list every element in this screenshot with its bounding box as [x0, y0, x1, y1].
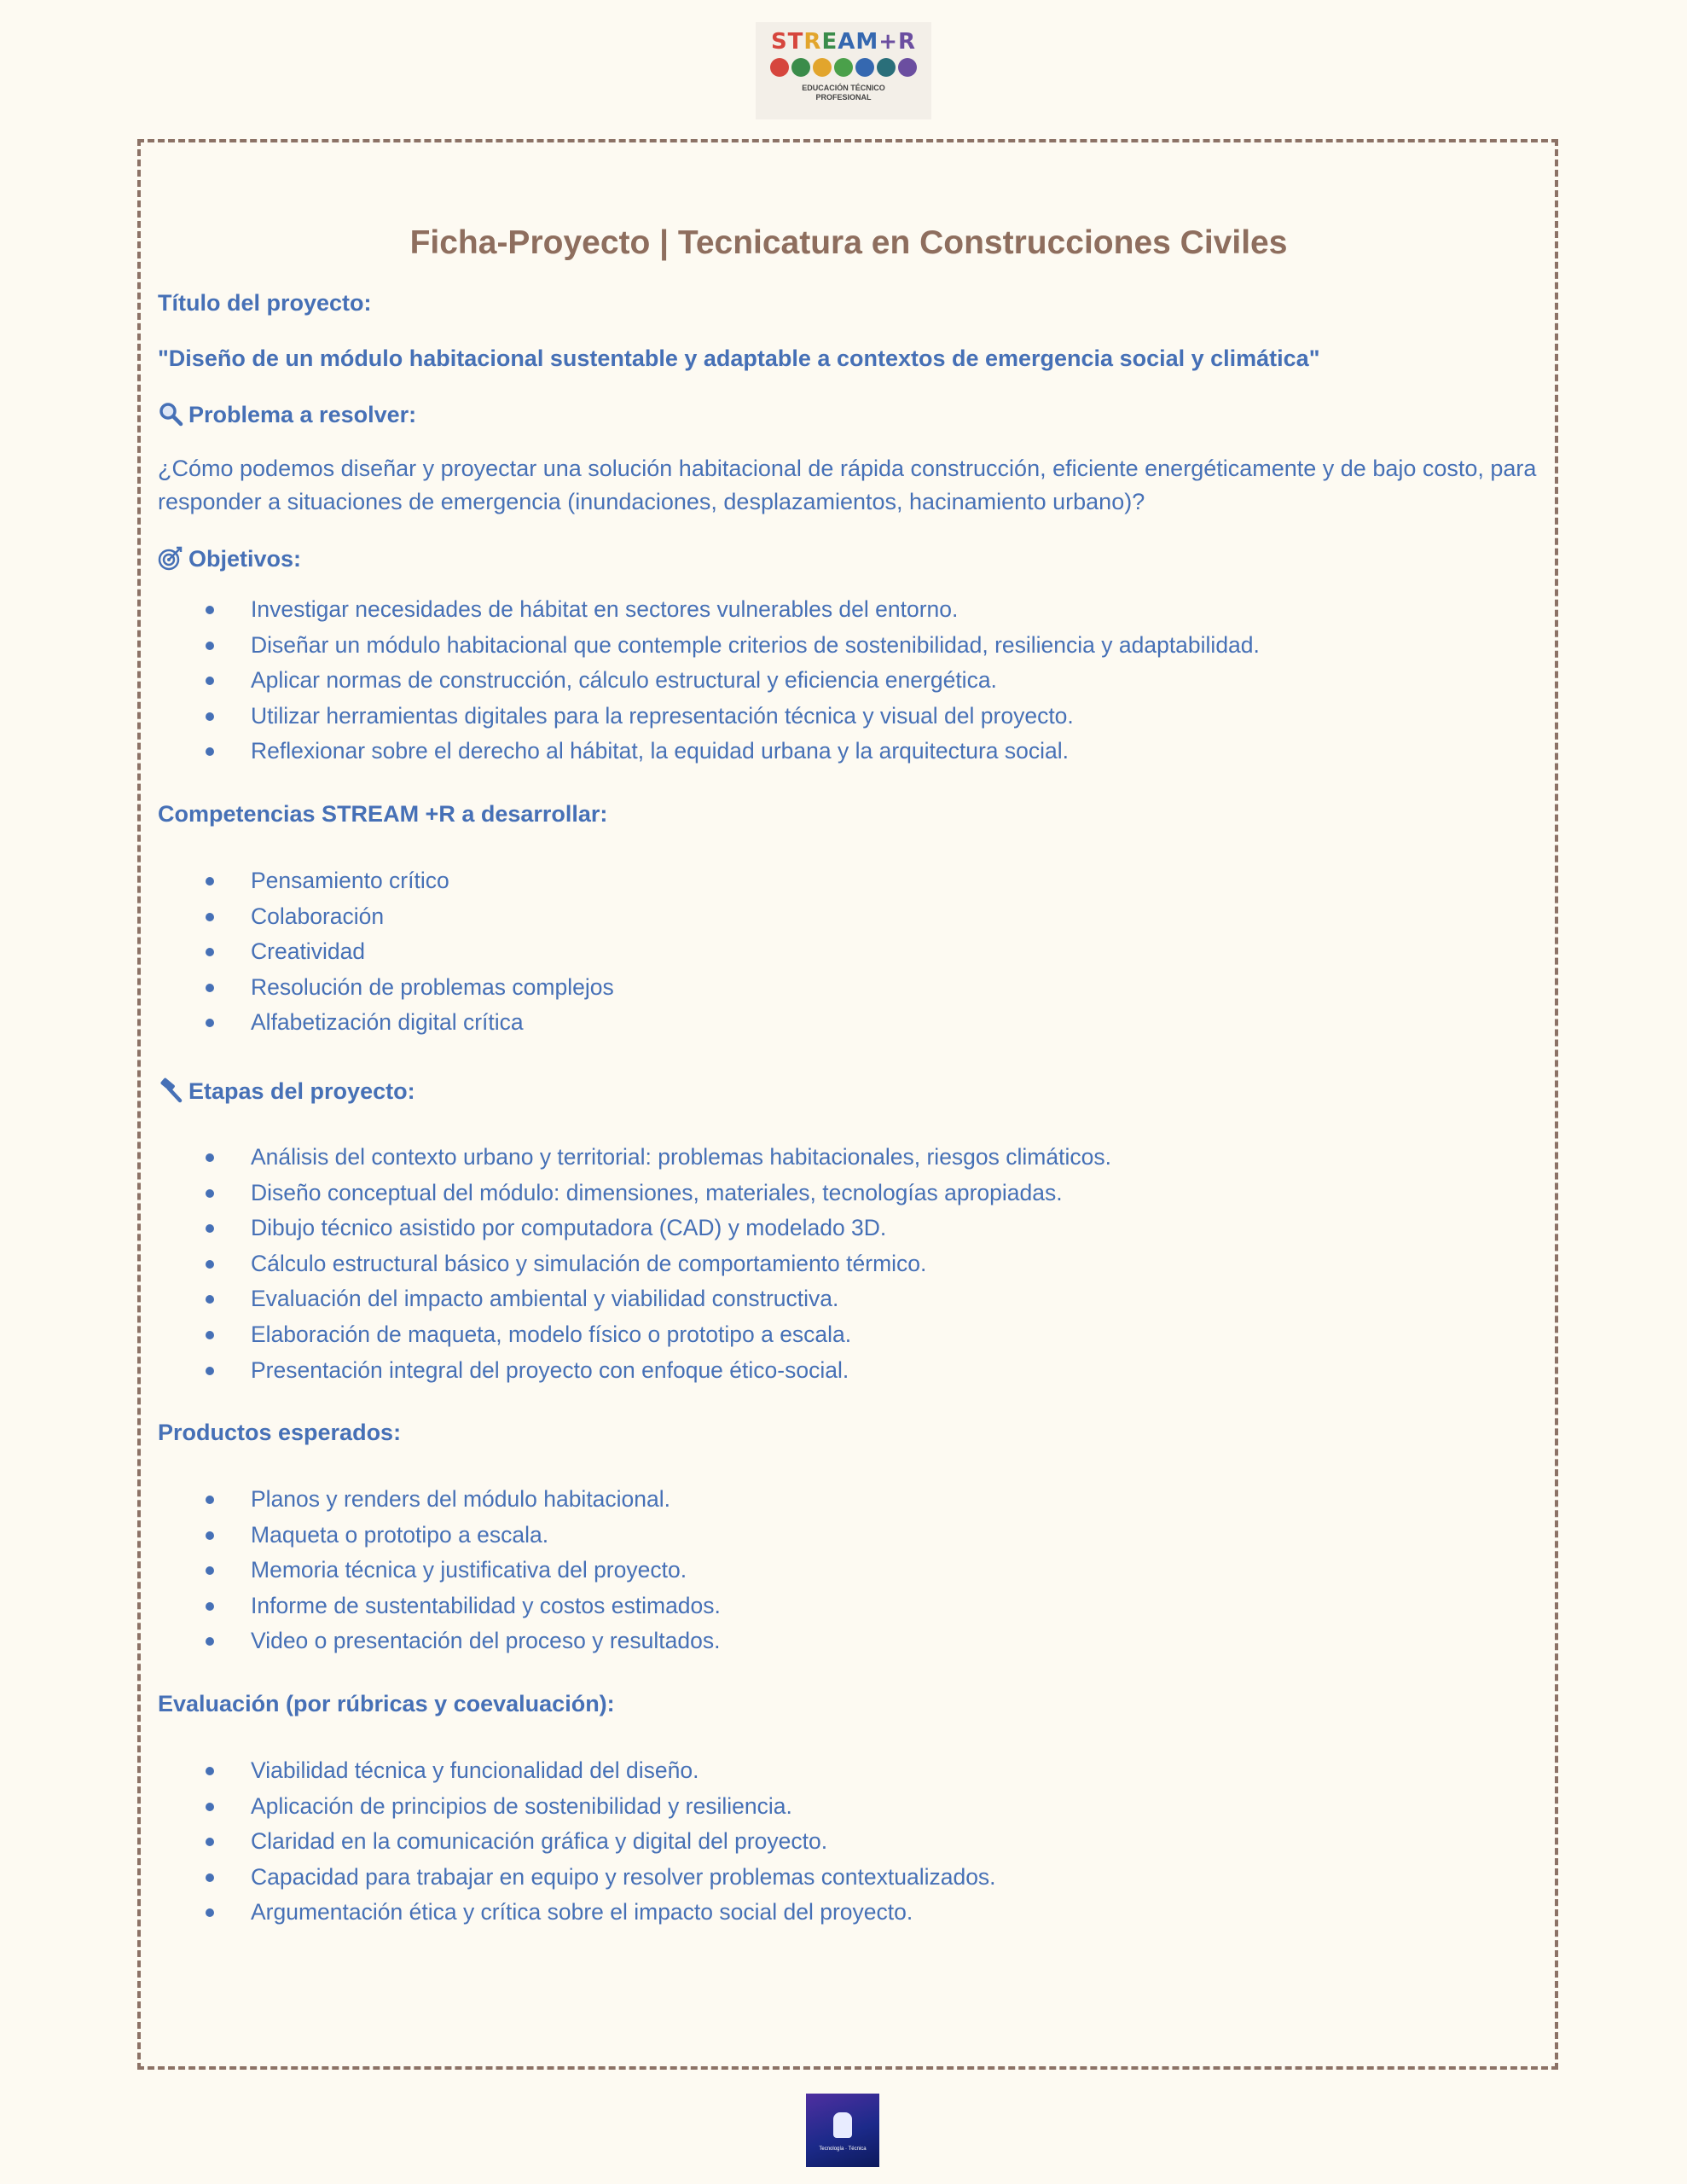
- list-item: Evaluación del impacto ambiental y viabilidad constructiva.: [158, 1281, 1539, 1317]
- logo-category-icon: [877, 58, 896, 77]
- products-list: [158, 1482, 1539, 1659]
- stages-list: [158, 1140, 1539, 1388]
- problem-text: ¿Cómo podemos diseñar y proyectar una solución habitacional de rápida construcción, eficiente energéticamente y de bajo costo, para responder a situaciones de emergencia (inundaciones, desplazamientos, hacinamiento urbano)?: [158, 456, 1537, 514]
- evaluation-label: Evaluación (por rúbricas y coevaluación):: [158, 1691, 615, 1717]
- list-item: Creatividad: [158, 934, 1539, 970]
- magnifier-icon: [158, 401, 183, 427]
- logo-category-icon: [791, 58, 810, 77]
- stages-label: Etapas del proyecto:: [188, 1077, 415, 1104]
- list-item: Informe de sustentabilidad y costos estimados.: [158, 1589, 1539, 1624]
- list-item: Planos y renders del módulo habitacional.: [158, 1482, 1539, 1518]
- list-item: Elaboración de maqueta, modelo físico o prototipo a escala.: [158, 1317, 1539, 1353]
- list-item: Maqueta o prototipo a escala.: [158, 1518, 1539, 1554]
- products-label: Productos esperados:: [158, 1420, 402, 1446]
- list-item: Análisis del contexto urbano y territorial: problemas habitacionales, riesgos climáticos.: [158, 1140, 1539, 1176]
- project-title-text: "Diseño de un módulo habitacional sustentable y adaptable a contextos de emergencia social y climática": [158, 346, 1320, 371]
- logo-brand-text: STREAM+R: [770, 29, 917, 55]
- logo-category-icon: [834, 58, 853, 77]
- list-item: Reflexionar sobre el derecho al hábitat, la equidad urbana y la arquitectura social.: [158, 734, 1539, 770]
- footer-logo-caption: Tecnología · Técnica: [819, 2146, 867, 2152]
- list-item: Presentación integral del proyecto con enfoque ético-social.: [158, 1353, 1539, 1389]
- logo-category-icon: [898, 58, 917, 77]
- objectives-heading: [158, 543, 1539, 574]
- logo-icon-row: [756, 58, 931, 77]
- project-title-label: Título del proyecto:: [158, 290, 372, 316]
- stream-r-logo: [756, 22, 931, 119]
- problem-label: Problema a resolver:: [188, 402, 417, 427]
- list-item: Aplicar normas de construcción, cálculo estructural y eficiencia energética.: [158, 663, 1539, 699]
- stages-heading: [158, 1076, 1539, 1107]
- list-item: Argumentación ética y crítica sobre el impacto social del proyecto.: [158, 1895, 1539, 1931]
- logo-subtitle: EDUCACIÓN TÉCNICO PROFESIONAL: [802, 84, 885, 102]
- list-item: Utilizar herramientas digitales para la representación técnica y visual del proyecto.: [158, 699, 1539, 735]
- list-item: Viabilidad técnica y funcionalidad del diseño.: [158, 1753, 1539, 1789]
- list-item: Pensamiento crítico: [158, 863, 1539, 899]
- list-item: Investigar necesidades de hábitat en sectores vulnerables del entorno.: [158, 592, 1539, 628]
- robot-icon: [833, 2112, 852, 2138]
- logo-category-icon: [855, 58, 874, 77]
- objectives-label: Objetivos:: [188, 546, 302, 572]
- list-item: Memoria técnica y justificativa del proyecto.: [158, 1553, 1539, 1589]
- list-item: Cálculo estructural básico y simulación de comportamiento térmico.: [158, 1246, 1539, 1282]
- list-item: Colaboración: [158, 899, 1539, 935]
- page-title: Ficha-Proyecto | Tecnicatura en Construcciones Civiles: [409, 224, 1288, 261]
- logo-category-icon: [770, 58, 789, 77]
- list-item: Claridad en la comunicación gráfica y digital del proyecto.: [158, 1824, 1539, 1860]
- list-item: Capacidad para trabajar en equipo y resolver problemas contextualizados.: [158, 1860, 1539, 1896]
- target-icon: [158, 545, 183, 571]
- evaluation-list: [158, 1753, 1539, 1931]
- competencies-list: [158, 863, 1539, 1041]
- list-item: Diseñar un módulo habitacional que contemple criterios de sostenibilidad, resiliencia y adaptabilidad.: [158, 628, 1539, 664]
- objectives-list: [158, 592, 1539, 770]
- list-item: Dibujo técnico asistido por computadora (CAD) y modelado 3D.: [158, 1211, 1539, 1246]
- list-item: Video o presentación del proceso y resultados.: [158, 1623, 1539, 1659]
- logo-category-icon: [813, 58, 832, 77]
- list-item: Resolución de problemas complejos: [158, 970, 1539, 1006]
- competencies-label: Competencias STREAM +R a desarrollar:: [158, 800, 608, 827]
- problem-heading: [158, 399, 1539, 430]
- list-item: Alfabetización digital crítica: [158, 1005, 1539, 1041]
- document-content: [158, 218, 1539, 1931]
- hammer-icon: [158, 1077, 183, 1103]
- list-item: Diseño conceptual del módulo: dimensiones, materiales, tecnologías apropiadas.: [158, 1176, 1539, 1211]
- list-item: Aplicación de principios de sostenibilidad y resiliencia.: [158, 1789, 1539, 1825]
- tecnologia-logo: [806, 2094, 879, 2167]
